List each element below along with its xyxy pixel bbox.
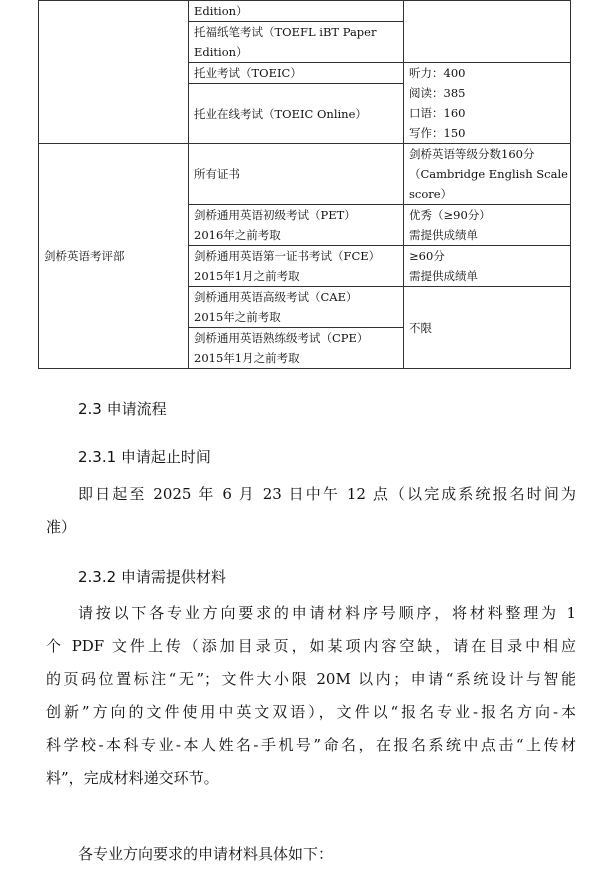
- unlimited-label: 不限: [409, 320, 432, 335]
- table-row: [39, 144, 571, 205]
- table-cell: [189, 287, 404, 328]
- score-writing: 写作：150: [409, 126, 466, 140]
- all-certs-req-line: score）: [409, 187, 453, 201]
- table-cell: [189, 246, 404, 287]
- section-heading-2-3: 2.3 申请流程: [78, 400, 167, 418]
- toeic-online-exam: [189, 84, 403, 143]
- toefl-paper-line1: 托福纸笔考试（TOEFL iBT Paper: [194, 25, 377, 39]
- table-row: [39, 1, 571, 22]
- score-speaking: 口语：160: [409, 106, 466, 120]
- paragraph-materials: [46, 597, 576, 795]
- section-heading-2-3-1: 2.3.1 申请起止时间: [78, 448, 211, 466]
- table-cell: [404, 144, 571, 205]
- paragraph-application-time: [46, 478, 576, 544]
- score-listening: 听力：400: [409, 66, 466, 80]
- toeic-exam: [189, 63, 403, 84]
- toeic-label: 托业考试（TOEIC）: [194, 66, 302, 80]
- table-cell: [189, 144, 404, 205]
- paragraph-line: 创新”方向的文件使用中英文双语），文件以“报名专业-报名方向-本: [46, 703, 576, 721]
- cae-date: 2015年之前考取: [194, 310, 281, 324]
- table-cell: [189, 22, 404, 63]
- score-reading: 阅读：385: [409, 86, 466, 100]
- table-cell: [189, 328, 404, 369]
- all-certs-req-line: （Cambridge English Scale: [409, 167, 568, 181]
- paragraph-line: 各专业方向要求的申请材料具体如下：: [78, 845, 334, 863]
- table-cell: [189, 205, 404, 246]
- pet-req-note: 需提供成绩单: [409, 228, 478, 242]
- table-cell: [404, 1, 571, 63]
- table-cell: [189, 63, 404, 144]
- paragraph-line: 即日起至 2025 年 6 月 23 日中午 12 点（以完成系统报名时间为: [78, 485, 576, 503]
- fce-req-note: 需提供成绩单: [409, 269, 478, 283]
- toeic-online-label: 托业在线考试（TOEIC Online）: [194, 106, 367, 121]
- paragraph-line: 个 PDF 文件上传（添加目录页，如某项内容空缺，请在目录中相应: [46, 637, 576, 655]
- language-requirements-table: [38, 0, 571, 369]
- section-heading-2-3-2: 2.3.2 申请需提供材料: [78, 568, 226, 586]
- toeic-scores: [404, 63, 571, 144]
- pet-exam: 剑桥通用英语初级考试（PET）: [194, 208, 356, 222]
- paragraph-line: 料”，完成材料递交环节。: [46, 769, 219, 787]
- cambridge-dept-label: 剑桥英语考评部: [44, 249, 125, 263]
- all-certs-label: 所有证书: [194, 167, 240, 181]
- toefl-edition-cont: Edition）: [194, 4, 248, 18]
- cpe-exam: 剑桥通用英语熟练级考试（CPE）: [194, 331, 369, 345]
- table-cell: [404, 287, 571, 369]
- pet-date: 2016年之前考取: [194, 228, 281, 242]
- paragraph-line: 请按以下各专业方向要求的申请材料序号顺序，将材料整理为 1: [78, 604, 576, 622]
- paragraph-closing: [46, 838, 576, 871]
- cpe-date: 2015年1月之前考取: [194, 351, 300, 365]
- cae-exam: 剑桥通用英语高级考试（CAE）: [194, 290, 358, 304]
- paragraph-line: 的页码位置标注“无”；文件大小限 20M 以内；申请“系统设计与智能: [46, 670, 576, 688]
- pet-req-score: 优秀（≥90分）: [409, 208, 491, 222]
- toefl-paper-line2: Edition）: [194, 45, 248, 59]
- all-certs-req-line: 剑桥英语等级分数160分: [409, 147, 535, 161]
- table-cell: [404, 246, 571, 287]
- fce-req-score: ≥60分: [409, 249, 445, 263]
- table-cell: [404, 205, 571, 246]
- table-cell: [189, 1, 404, 22]
- paragraph-line: 准）: [46, 518, 77, 536]
- paragraph-line: 科学校-本科专业-本人姓名-手机号”命名，在报名系统中点击“上传材: [46, 736, 576, 754]
- cambridge-dept-cell: [39, 144, 189, 369]
- table-cell: [39, 1, 189, 144]
- fce-exam: 剑桥通用英语第一证书考试（FCE）: [194, 249, 381, 263]
- fce-date: 2015年1月之前考取: [194, 269, 300, 283]
